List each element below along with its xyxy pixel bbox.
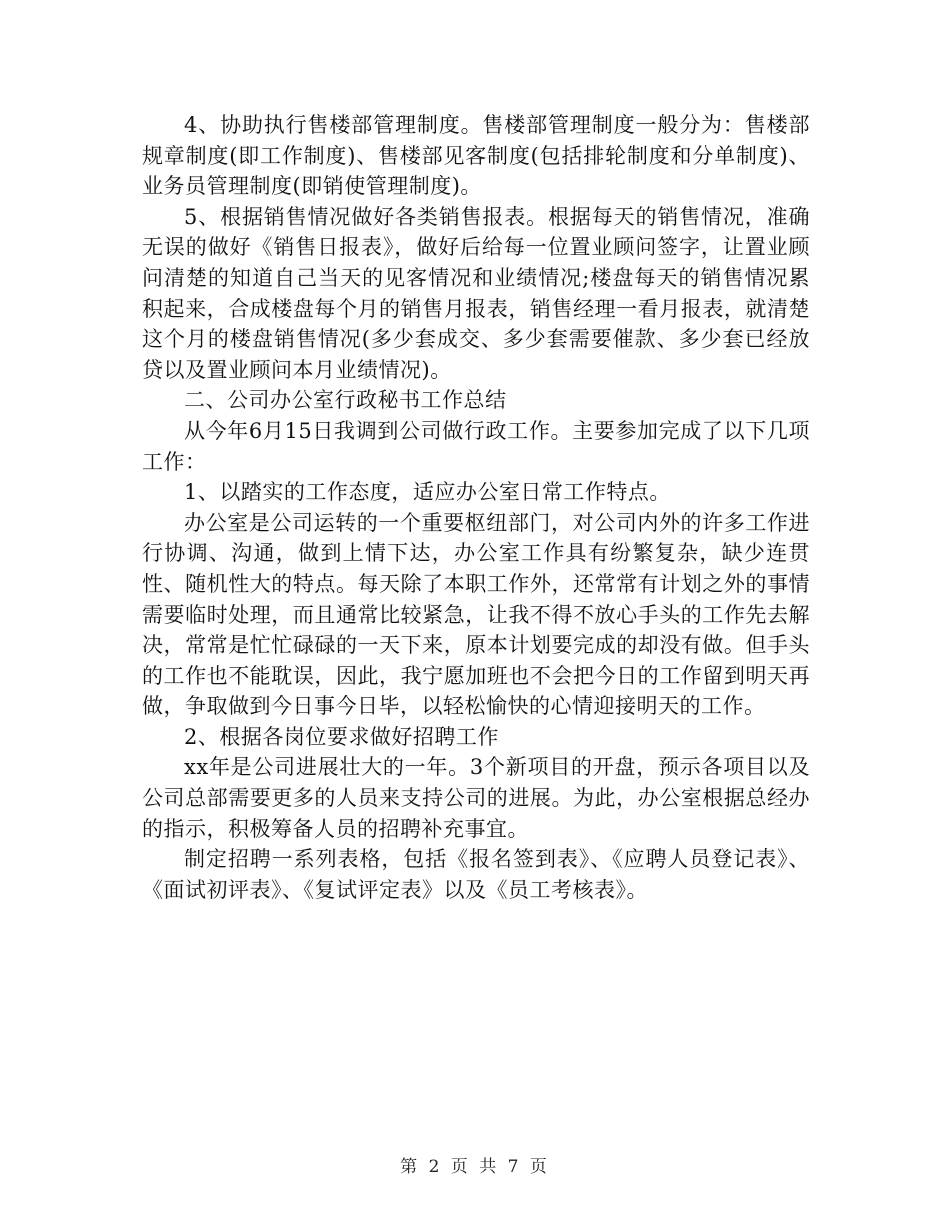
item-heading-work-attitude: 1、以踏实的工作态度，适应办公室日常工作特点。 bbox=[184, 480, 671, 505]
paragraph-recruitment-forms: 制定招聘一系列表格，包括《报名签到表》、《应聘人员登记表》、《面试初评表》、《复试评定表》以及《员工考核表》。 bbox=[142, 847, 810, 902]
paragraph-sales-management-rules: 4、协助执行售楼部管理制度。售楼部管理制度一般分为：售楼部规章制度(即工作制度)、售楼部见客制度(包括排轮制度和分单制度)、业务员管理制度(即销使管理制度)。 bbox=[142, 113, 810, 199]
paragraph-office-duties: 办公室是公司运转的一个重要枢纽部门，对公司内外的许多工作进行协调、沟通，做到上情下达，办公室工作具有纷繁复杂，缺少连贯性、随机性大的特点。每天除了本职工作外，还常常有计划之外的事情需要临时处理，而且通常比较紧急，让我不得不放心手头的工作先去解决，常常是忙忙碌碌的一天下来，原本计划要完成的却没有做。但手头的工作也不能耽误，因此，我宁愿加班也不会把今日的工作留到明天再做，争取做到今日事今日毕，以轻松愉快的心情迎接明天的工作。 bbox=[142, 510, 810, 719]
paragraph-sales-reports: 5、根据销售情况做好各类销售报表。根据每天的销售情况，准确无误的做好《销售日报表》，做好后给每一位置业顾问签字，让置业顾问清楚的知道自己当天的见客情况和业绩情况;楼盘每天的销售情况累积起来，合成楼盘每个月的销售月报表，销售经理一看月报表，就清楚这个月的楼盘销售情况(多少套成交、多少套需要催款、多少套已经放贷以及置业顾问本月业绩情况)。 bbox=[142, 204, 810, 382]
paragraph-company-growth: xx年是公司进展壮大的一年。3个新项目的开盘，预示各项目以及公司总部需要更多的人员来支持公司的进展。为此，办公室根据总经办的指示，积极筹备人员的招聘补充事宜。 bbox=[142, 755, 810, 841]
page-number-footer: 第 2 页 共 7 页 bbox=[400, 1157, 550, 1177]
document-body bbox=[142, 110, 810, 905]
section-heading-admin-secretary: 二、公司办公室行政秘书工作总结 bbox=[184, 388, 507, 413]
paragraph-transfer-intro: 从今年6月15日我调到公司做行政工作。主要参加完成了以下几项工作： bbox=[142, 418, 810, 474]
item-heading-recruitment: 2、根据各岗位要求做好招聘工作 bbox=[184, 724, 499, 749]
